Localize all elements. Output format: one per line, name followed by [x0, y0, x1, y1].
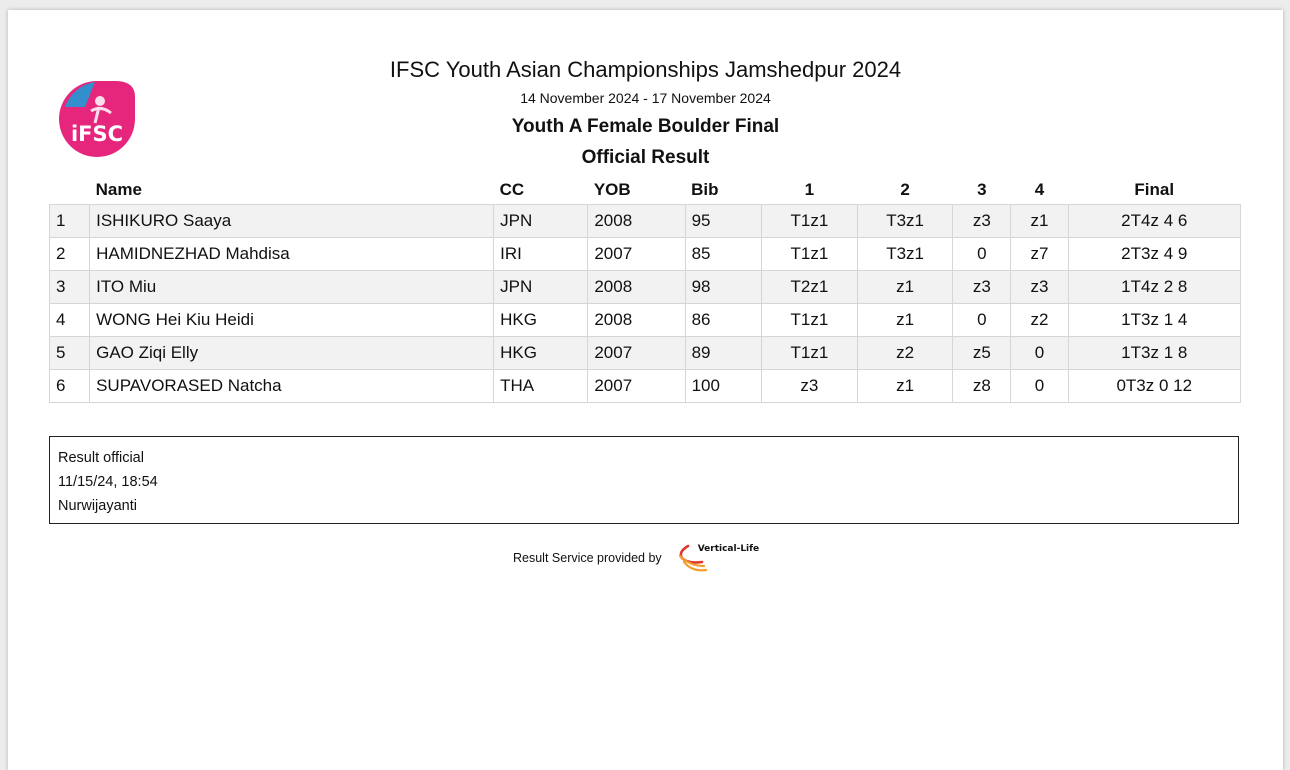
result-status: Official Result	[581, 147, 710, 168]
boulder-2-result: T3z1	[858, 205, 953, 238]
boulder-3-result: 0	[953, 304, 1011, 337]
final-score: 1T4z 2 8	[1068, 271, 1240, 304]
year-of-birth: 2007	[588, 370, 685, 403]
boulder-4-result: z1	[1011, 205, 1068, 238]
footer	[513, 542, 764, 574]
table-row	[50, 370, 1241, 403]
year-of-birth: 2008	[588, 271, 685, 304]
country-code: HKG	[494, 337, 588, 370]
col-boulder-2: 2	[900, 180, 910, 199]
official-signatory: Nurwijayanti	[58, 498, 137, 514]
col-final: Final	[1134, 180, 1175, 199]
competition-dates: 14 November 2024 - 17 November 2024	[520, 90, 771, 106]
bib-number: 85	[685, 238, 761, 271]
athlete-name: ISHIKURO Saaya	[90, 205, 494, 238]
table-row	[50, 337, 1241, 370]
boulder-1-result: T1z1	[761, 238, 857, 271]
final-score: 2T3z 4 9	[1068, 238, 1240, 271]
bib-number: 100	[685, 370, 761, 403]
year-of-birth: 2007	[588, 337, 685, 370]
country-code: JPN	[494, 271, 588, 304]
boulder-3-result: z5	[953, 337, 1011, 370]
country-code: THA	[494, 370, 588, 403]
rank: 1	[50, 205, 90, 238]
country-code: HKG	[494, 304, 588, 337]
boulder-3-result: z3	[953, 205, 1011, 238]
event-name: Youth A Female Boulder Final	[511, 116, 780, 137]
bib-number: 95	[685, 205, 761, 238]
boulder-4-result: 0	[1011, 337, 1068, 370]
boulder-1-result: T2z1	[761, 271, 857, 304]
final-score: 1T3z 1 4	[1068, 304, 1240, 337]
col-rank	[50, 176, 90, 205]
final-score: 1T3z 1 8	[1068, 337, 1240, 370]
footer-text: Result Service provided by	[513, 551, 662, 565]
athlete-name: HAMIDNEZHAD Mahdisa	[90, 238, 494, 271]
boulder-2-result: z1	[858, 304, 953, 337]
athlete-name: GAO Ziqi Elly	[90, 337, 494, 370]
table-row	[50, 304, 1241, 337]
boulder-4-result: z2	[1011, 304, 1068, 337]
boulder-4-result: 0	[1011, 370, 1068, 403]
boulder-3-result: z3	[953, 271, 1011, 304]
col-yob: YOB	[593, 180, 631, 199]
boulder-1-result: T1z1	[761, 205, 857, 238]
col-name: Name	[95, 180, 142, 199]
boulder-1-result: T1z1	[761, 337, 857, 370]
table-row	[50, 238, 1241, 271]
bib-number: 89	[685, 337, 761, 370]
boulder-4-result: z7	[1011, 238, 1068, 271]
col-cc: CC	[499, 180, 525, 199]
year-of-birth: 2007	[588, 238, 685, 271]
table-row	[50, 271, 1241, 304]
rank: 2	[50, 238, 90, 271]
col-boulder-3: 3	[977, 180, 987, 199]
boulder-2-result: z1	[858, 271, 953, 304]
rank: 6	[50, 370, 90, 403]
result-official-label: Result official	[58, 450, 144, 466]
country-code: IRI	[494, 238, 588, 271]
boulder-2-result: z2	[858, 337, 953, 370]
competition-title: IFSC Youth Asian Championships Jamshedpur 2024	[389, 57, 902, 82]
athlete-name: WONG Hei Kiu Heidi	[90, 304, 494, 337]
bib-number: 98	[685, 271, 761, 304]
vertical-life-brand: Vertical-Life	[697, 544, 760, 554]
final-score: 2T4z 4 6	[1068, 205, 1240, 238]
bib-number: 86	[685, 304, 761, 337]
rank: 3	[50, 271, 90, 304]
year-of-birth: 2008	[588, 304, 685, 337]
country-code: JPN	[494, 205, 588, 238]
table-row	[50, 205, 1241, 238]
boulder-1-result: T1z1	[761, 304, 857, 337]
boulder-2-result: T3z1	[858, 238, 953, 271]
boulder-3-result: 0	[953, 238, 1011, 271]
results-table	[49, 176, 1241, 403]
boulder-1-result: z3	[761, 370, 857, 403]
year-of-birth: 2008	[588, 205, 685, 238]
rank: 4	[50, 304, 90, 337]
boulder-4-result: z3	[1011, 271, 1068, 304]
rank: 5	[50, 337, 90, 370]
table-header	[50, 176, 1241, 205]
official-timestamp: 11/15/24, 18:54	[58, 474, 158, 490]
col-boulder-1: 1	[804, 180, 815, 199]
result-sheet	[8, 10, 1283, 770]
vertical-life-logo	[674, 542, 764, 574]
boulder-2-result: z1	[858, 370, 953, 403]
col-bib: Bib	[691, 180, 719, 199]
col-boulder-4: 4	[1034, 180, 1045, 199]
final-score: 0T3z 0 12	[1068, 370, 1240, 403]
athlete-name: ITO Miu	[90, 271, 494, 304]
athlete-name: SUPAVORASED Natcha	[90, 370, 494, 403]
logo-text: iFSC	[70, 122, 124, 146]
boulder-3-result: z8	[953, 370, 1011, 403]
official-info-box	[49, 436, 1239, 524]
